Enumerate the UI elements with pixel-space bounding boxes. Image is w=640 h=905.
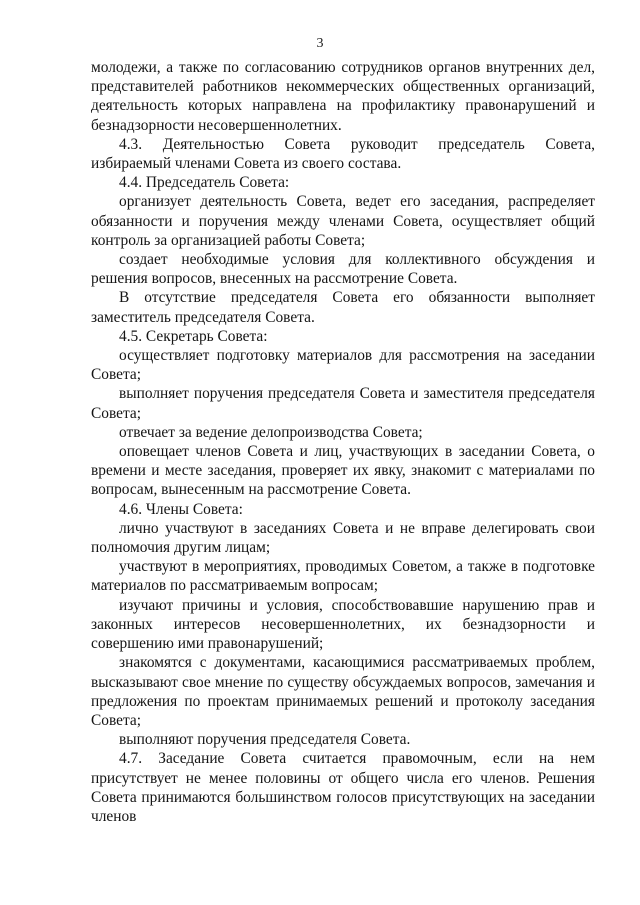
- paragraph-members-duty: участвуют в мероприятиях, проводимых Советом, а также в подготовке материалов по рассматриваемым вопросам;: [91, 558, 595, 595]
- paragraph-secretary-duty: отвечает за ведение делопроизводства Совета;: [119, 423, 423, 441]
- paragraph-members-duty: знакомятся с документами, касающимися рассматриваемых проблем, высказывают свое мнение по существу обсуждаемых вопросов, замечания и предложения по проектам принимаемых решений и протоколу заседания Совета;: [91, 654, 595, 729]
- section-heading-chairman: 4.4. Председатель Совета:: [119, 174, 290, 192]
- paragraph-members-duty: лично участвуют в заседаниях Совета и не вправе делегировать свои полномочия другим лицам;: [91, 519, 595, 557]
- paragraph-members-duty: выполняют поручения председателя Совета.: [119, 731, 411, 749]
- document-body: [91, 58, 595, 826]
- paragraph-4-3: 4.3. Деятельностью Совета руководит председатель Совета, избираемый членами Совета из своего состава.: [91, 135, 595, 173]
- section-heading-secretary: 4.5. Секретарь Совета:: [119, 327, 268, 345]
- paragraph-chairman-duty: организует деятельность Совета, ведет его заседания, распределяет обязанности и поручения между членами Совета, осуществляет общий контроль за организацией работы Совета;: [91, 193, 595, 249]
- paragraph-4-7: 4.7. Заседание Совета считается правомочным, если на нем присутствует не менее половины от общего числа его членов. Решения Совета принимаются большинством голосов присутствующих на заседании членов: [91, 750, 595, 825]
- paragraph-secretary-duty: осуществляет подготовку материалов для рассмотрения на заседании Совета;: [91, 347, 595, 384]
- section-heading-members: 4.6. Члены Совета:: [119, 500, 243, 518]
- paragraph-secretary-duty: выполняет поручения председателя Совета и заместителя председателя Совета;: [91, 385, 595, 422]
- page-number: 3: [316, 36, 324, 51]
- paragraph-members-duty: изучают причины и условия, способствовавшие нарушению прав и законных интересов несовершеннолетних, их безнадзорности и совершению ими правонарушений;: [91, 596, 595, 653]
- paragraph-chairman-absence: В отсутствие председателя Совета его обязанности выполняет заместитель председателя Совета.: [91, 289, 595, 326]
- paragraph-chairman-duty: создает необходимые условия для коллективного обсуждения и решения вопросов, внесенных на рассмотрение Совета.: [91, 251, 595, 288]
- paragraph-secretary-duty: оповещает членов Совета и лиц, участвующих в заседании Совета, о времени и месте заседания, проверяет их явку, знакомит с материалами по вопросам, вынесенным на рассмотрение Совета.: [91, 443, 595, 499]
- paragraph-continuation: молодежи, а также по согласованию сотрудников органов внутренних дел, представителей работников некоммерческих общественных организаций, деятельность которых направлена на профилактику правонарушений и безнадзорности несовершеннолетних.: [91, 59, 595, 134]
